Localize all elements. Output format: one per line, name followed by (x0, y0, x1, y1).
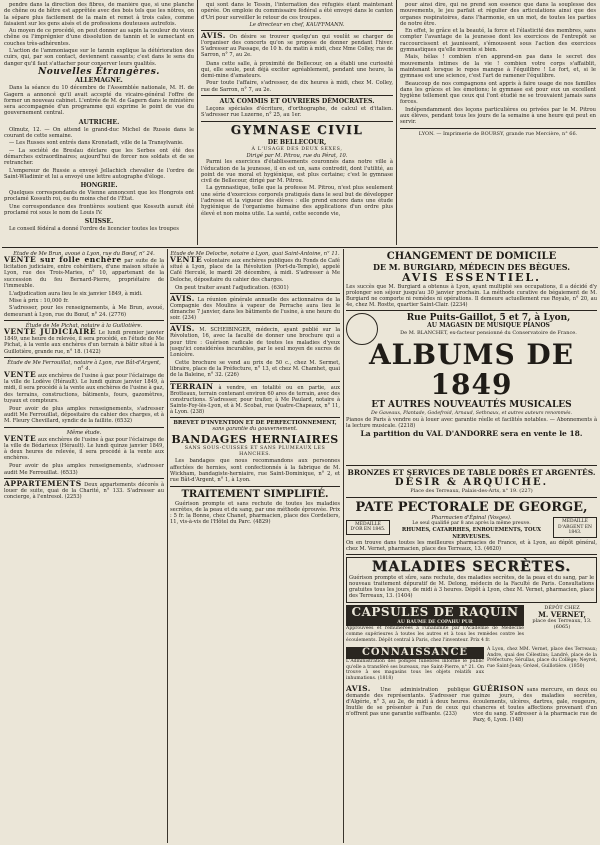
albums-title: ALBUMS DE 1849 (368, 337, 575, 401)
bronzes-title: BRONZES ET SERVICES DE TABLE DORÉS ET ARGENTÉS. (347, 468, 596, 478)
gymnase-audience: À L'USAGE DES DEUX SEXES, (251, 146, 343, 152)
country-heading: SUISSE. (84, 218, 114, 226)
gymnase-title: GYMNASE CIVIL (230, 122, 364, 137)
music-shop-address: Rue Puits-Gaillot, 5 et 7, à Lyon, (406, 313, 571, 324)
ad-heading: AUX COMMIS ET OUVRIERS DÉMOCRATES. (219, 98, 375, 106)
ads-column-2 (170, 251, 340, 841)
column-divider (197, 0, 198, 245)
ad-text: Le lundi premier janvier 1849, une heure de relevée, il sera procédé, en l'étude de Me Pichat, à la vente aux enchères d'un terrain à bâtir situé à la Guillotière, grande rue, n° 18. (4, 330, 164, 355)
article-paragraph: Au moyen de ce procédé, on peut donner au sapin la couleur du vieux chêne ou l'imprégnier d'une dissolution de tannin et le sumectant en couches très-adhérentes. (4, 28, 194, 47)
ad-text: M. SCHEIBINGER, médecin, ayant publié sur la Révolution, 16, avec la faculté de donner une brochure qui a pour titre : Guérison radicale de toutes les maladies d'yeux jusqu'ici considérées incurables, par le seul moyen de sucres de Lonicère. (170, 327, 340, 358)
article-paragraph: Dans la séance du 10 décembre de l'Assemblée nationale, M. H. de Gagern a annoncé qu'il avait accepté du vicaire-général l'offre de former un nouveau cabinet. L'entrée de M. de Gagern dans le ministère sera accompagnée d'un programme qui exprime le point de vue du gouvernement central. (4, 85, 194, 117)
article-paragraph: — La société de Breslau déclare que les Serbes ont été des démarches extraordinaires; aujourd'hui de forcer nos soldats et de se retrancher. (4, 147, 194, 167)
notary-office: Étude de Me Pichat, notaire à la Guillotière. (25, 322, 143, 329)
capsules-title: CAPSULES DE RAQUIN (346, 605, 524, 620)
ad-text: On en trouve dans toutes les meilleures pharmacies de France, et à Lyon, au dépôt général, chez M. Vernet, pharmacien, place des Terreaux, 13. (4620) (346, 539, 597, 552)
article-paragraph: pour ainsi dire, qui ne prend son essence que dans la souplesse des mouvements, le jeu parfait et régulier des articulations ainsi que des organes respiratoires, dans l'harmonie, en un mot, de toutes les parties de notre être. (400, 2, 596, 27)
partition-notice: La partition du VAL D'ANDORRE sera en vente le 18. (360, 429, 583, 439)
ad-keyword: VENTE (4, 433, 37, 443)
ad-text: Deux appartements décorés à louer de suite, quai de la Charité, n° 133. S'adresser au concierge, à l'entresol. (2253) (4, 481, 164, 501)
ad-text: sans mercure, en deux ou quinze jours, des maladies secrètes, écoulements, ulcères, dartres, gale, rougeurs, chancres et toutes affections provenant d'un vice du sang. S'adresser à la pharmacie rue de Pazy, 6, Lyon. (148) (473, 686, 597, 724)
pate-pectorale-title: PATE PECTORALE DE GEORGE, (355, 499, 588, 515)
pate-pectorale-info (390, 515, 553, 540)
bandages-subtitle: SANS SOUS-CUISSES ET SANS PLUMEAUX LES HANCHES. (184, 445, 326, 458)
music-shop-owner: De M. BLANCHET, ex-facteur pensionné du Conservatoire de France. (400, 329, 577, 336)
divider (201, 95, 393, 96)
divider (4, 320, 164, 321)
address-change-title: CHANGEMENT DE DOMICILE (386, 251, 557, 262)
ad-text: La réunion générale annuelle des actionnaires de la Compagnie des Moulins à vapeur de Perrache aura lieu le dimanche 7 janvier, dans les bâtiments de l'usine, à une heure du soir. (234) (170, 296, 340, 322)
pate-claim: Le seul qualifié par 8 ans après la même preuve. (412, 520, 531, 526)
divider (170, 486, 340, 487)
music-shop-name: AU MAGASIN DE MUSIQUE PIANOS (427, 322, 550, 330)
ad-text: Une administration publique demande des représentants. S'adresser rue d'Algérie, n° 3, au 2e, de midi à deux heures. Inutile de se présenter à l'un de ceux qui n'offrent pas une garantie suffisante. (233) (346, 686, 471, 717)
divider (170, 293, 340, 294)
article-paragraph: pendre dans la direction des fibres, de manière que, si une planche de chêne ou de hêtre est apprêtée avec des bois tels que les nôtres, on la sépare plus facilement de la main et remet à trois cales, comme faisaient sur les gens aisés et de professions douteuses autrefois. (4, 2, 194, 27)
doctor-name: DE M. BURGIARD, MÉDECIN DES BÈGUES. (372, 262, 571, 272)
gymnase-director: Dirigé par M. Pitrou, rue du Pérat, 10. (246, 152, 348, 159)
notice-ad (170, 326, 340, 357)
capsules-main (346, 605, 524, 645)
ad-text: aux enchères de l'usine à gaz pour l'éclairage de la ville de Bédarieux (Hérault). Le lundi quinze janvier 1849, à deux heures de relevée, il sera procédé à la vente aux enchères. (4, 436, 164, 462)
legal-notice (4, 433, 164, 462)
capsules-depot (527, 605, 597, 645)
divider (4, 427, 164, 428)
ad-text: Approuvées et rémunérées à l'unanimité par l'Académie de Médecine comme supérieures à toutes les autres et à tous les remèdes contre les écoulements. Dépôt central à Paris, chez l'inventeur. Prix 4 fr. (346, 626, 524, 643)
maladies-secretes-ad (346, 557, 597, 603)
article-paragraph: Dans cette salle, à proximité de Bellecour, on a établi une curiosité qui, elle seule, peut déjà exciter agréablement, pendant une heure, la demi-mine d'amateurs. (201, 60, 393, 80)
notary-office: Même étude. (66, 429, 102, 436)
notice-ad (201, 33, 393, 58)
ad-keyword: AVIS. (170, 293, 195, 303)
rental-notice (4, 478, 164, 501)
article-paragraph: Olmutz, 12. — On attend le grand-duc Michel de Russie dans le courant de cette semaine. (4, 126, 194, 140)
ad-text: Guérison prompte et sûre, sans rechute, des maladies secrètes, de la peau et du sang, par le nouveau traitement dépuratif de M. Delong, médecin de la Faculté de Paris. Consultations gratuites tous les jours, de midi à 3 heures. Dépôt à Lyon, chez M. Vernet, pharmacien, place des Terreaux, 13. (1404) (349, 575, 594, 600)
capsules-raquin-ad (346, 605, 597, 645)
ad-paragraph: S'adresser, pour les renseignements, à Me Brun, avoué, demeurant à Lyon, rue du Bœuf, n° 24. (2776) (4, 305, 164, 318)
silver-medal-badge: MÉDAILLE D'ARGENT EN 1843. (553, 517, 597, 538)
top-column-2 (201, 2, 393, 245)
admin-notice (346, 683, 471, 724)
bottom-ads-row (346, 683, 597, 726)
article-paragraph: Pour toute l'affaire, s'adresser, de dix heures à midi, chez M. Colley, rue de Sarron, n° 7, au 2e. (201, 80, 393, 93)
funeral-ad-row (346, 647, 597, 683)
divider (201, 30, 393, 31)
article-paragraph: L'empereur de Russie a envoyé Jellachich chevalier de l'ordre de Saint-Wladimir et lui a envoyé une lettre autographe d'éloge. (4, 167, 194, 180)
article-paragraph: Leçons spéciales d'écriture, d'orthographe, de calcul et d'italien. S'adresser rue Luzerne, n° 25, au 1er. (201, 106, 393, 119)
article-paragraph: Une correspondance des frontières soutient que Kossuth aurait été proclamé roi sous le nom de Louis IV. (4, 203, 194, 217)
maladies-title: MALADIES SECRÈTES. (371, 559, 572, 576)
ad-text: volontaire aux enchères publiques du Fonds de Café situé à Lyon, place de la Révolution (Port-du-Temple), appelé Café Herculé, le mardi 26 décembre, à midi. S'adresser à Me Deloche, dépositaire du cahier des charges. (170, 258, 340, 283)
ad-paragraph: Pour avoir de plus amples renseignements, s'adresser audit Me Ferrouillat. (6533) (4, 463, 164, 476)
article-paragraph: — Les Russes sont entrés dans Kronstadt, ville de la Transylvanie. (9, 140, 184, 147)
article-paragraph: Le conseil fédéral a donné l'ordre de licencier toutes les troupes (9, 226, 179, 233)
ads-column-1 (4, 251, 164, 841)
notary-office: Étude de Me Deloche, notaire à Lyon, quai Saint-Antoine, n° 11. (170, 251, 340, 257)
ad-keyword: AVIS. (346, 683, 371, 693)
column-divider (343, 249, 344, 843)
legal-notice (4, 257, 164, 288)
editor-signature: Le directeur en chef, KAUFFMANN. (249, 21, 345, 28)
bronzes-address: Place des Terreaux, Palais-des-Arts, n° 19. (227) (410, 488, 533, 495)
ad-keyword: APPARTEMENTS (4, 478, 82, 488)
patent-subheading: sans garantie du gouvernement. (212, 426, 298, 433)
ad-keyword: VENTE sur folle enchère (4, 255, 122, 265)
ad-text: par suite de la licitation judiciaire, entre cohéritiers, d'une maison située à Lyon, rue des Trois-Maries, n° 10, appartenant de la succession du feu Bernard-Pierre, propriétaire de l'immeuble. (4, 258, 164, 289)
land-notice (170, 381, 340, 416)
article-paragraph: Mais, hélas ! combien n'en apprend-on pas dans le secret des mouvements intimes de la vie ! combien votre corps s'affaiblit, maintenant lorsque le repos manque à l'équilibre ! Le fort, et, si le gymnase est une science, c'est l'art de ramener l'équilibre. (400, 54, 596, 80)
notary-office: Étude de Me Brun, avoué à Lyon, rue du Bœuf, n° 24. (13, 251, 155, 257)
top-column-1 (4, 2, 194, 245)
article-paragraph: La gymnastique, telle que la professe M. Pitrou, n'est plus seulement une série d'exercices corporels pratiqués dans le seul but de développer l'adresse et la vigueur des élèves : elle prend encore dans une étude hygiénique de l'organisme humaine des applications d'un ordre plus élevé et non moins utile. La santé, cette seconde vie, (201, 185, 393, 217)
ad-paragraph: On peut traiter avant l'adjudication. (6301) (175, 284, 289, 291)
sale-notice (170, 257, 340, 282)
printer-imprint: LYON. — Imprimerie de BOURSY, grande rue Mercière, n° 66. (418, 130, 578, 137)
divider (4, 357, 164, 358)
music-shop-ad (346, 313, 597, 463)
connaissance-title: CONNAISSANCE (346, 647, 484, 659)
ad-text: aux enchères de l'usine à gaz pour l'éclairage de la ville de Lodève (Hérault). Le lundi quinze janvier 1849, à midi, il sera procédé à la vente aux enchères de l'usine à gaz, des terrains, constructions, bâtiments, fours, gazomètres, tuyaux et compteurs. (4, 373, 164, 404)
article-paragraph: L'action de l'ammoniaque sur le tannin explique la détérioration des cuirs, qui, par son contact, deviennent cassants; c'est dans le sens du danger qu'il faut s'attacher pour conserver leurs qualités. (4, 48, 194, 67)
column-divider (167, 249, 168, 843)
ad-keyword: VENTE JUDICIAIRE (4, 327, 97, 337)
ad-paragraph: L'adjudication aura lieu le six janvier 1849, à midi. (9, 290, 143, 297)
ad-text: Pianos de Paris à vendre ou à louer avec garantie réelle et facilités notables. — Abonnements à la lecture musicale. (2218) (346, 417, 597, 430)
ad-keyword: AVIS. (201, 31, 226, 41)
country-heading: AUTRICHE. (78, 118, 120, 126)
article-paragraph: Quelques correspondants de Vienne annoncent que les Hongrois ont proclamé Kossuth roi, ou du moins chef de l'État. (4, 190, 194, 203)
pate-indications: RHUMES, CATARRHES, ENROUEMENTS, TOUX NERVEUSES. (401, 527, 542, 540)
top-column-3 (400, 2, 596, 245)
divider (170, 417, 340, 418)
capsules-subtitle: AU BAUME DE COPAHU PUR (346, 620, 524, 626)
treatment-title: TRAITEMENT SIMPLIFIÉ. (181, 488, 329, 500)
bronzes-firm: DÉSIR & ARQUICHE. (394, 477, 549, 489)
ad-keyword: TERRAIN (170, 381, 214, 391)
ad-text: L'Administration des pompes funèbres informe le public qu'elle a transféré ses bureaux, rue Saint-Pierre, n° 21. On trouve à ses magasins tous les objets relatifs aux inhumations. (1818) (346, 659, 484, 681)
article-paragraph: Parmi les exercices d'établissements couronnés dans notre ville à l'éducation de la jeunesse, il en est un, sans contredit, dont l'utilité, au point de vue moral et hygiénique, est plus certaine; c'est le gymnase civil de Bellecour, dirigé par M. Pitrou. (201, 159, 393, 185)
depot-address: place des Terreaux, 13. (6065) (532, 618, 592, 631)
notary-office: Étude de Me Ferrouillat, notaire à Lyon, rue Bât-d'Argent, n° 4. (7, 359, 161, 372)
bandages-title: BANDAGES HERNIAIRES (171, 432, 339, 446)
guerison-notice (473, 683, 597, 724)
divider (346, 497, 597, 498)
ad-text: Les succès que M. Burgiard a obtenus à Lyon, ayant multiplié ses occupations, il a décidé d'y prolonger son séjour jusqu'au 30 janvier prochain. La méthode curative de bégaiement de M. Burgiard ne comporte ni remèdes ni opérations. Il demeure actuellement rue Royale, n° 20, au 4e, chez M. Rostte, quartier Saint-Clair. (2234) (346, 284, 597, 309)
ad-keyword: GUÉRISON (473, 683, 525, 693)
patent-heading: BREVET D'INVENTION ET DE PERFECTIONNEMENT, (173, 420, 337, 427)
gold-medal-badge: MÉDAILLE D'OR EN 1845. (346, 520, 390, 535)
article-paragraph: qui sont dans le Tessin, l'internation des réfugiés étant maintenant opérée. On emploie du commissaire fédéral a été envoyé dans le canton d'Uri pour surveiller le retour de ces troupes. (201, 2, 393, 21)
ad-paragraph: Cette brochure se vend au prix de 50 c., chez M. Sermet, libraire, place de la Préfecture, n° 13, et chez M. Chamhet, quai de la Baleine, n° 32. (226) (170, 359, 340, 379)
ads-right-area (346, 251, 597, 841)
divider (170, 323, 340, 324)
essential-notice-title: AVIS ESSENTIEL. (402, 271, 541, 284)
ad-paragraph: Pour avoir de plus amples renseignements, s'adresser audit Me Ferrouillat, dépositaire du cahier des charges, et à M. Fleury Chevillard, syndic de la faillite. (6532) (4, 405, 164, 425)
column-divider (396, 0, 397, 245)
article-paragraph: En effet, le grâce et la beauté, la force et l'élasticité des membres, sans compter l'avantage de la jeunesse dont les exercices de l'entrepôt se raccourcissent et jaunissent, s'émoussent sous l'action des exercices gymnastiques qu'elle invente si bien. (400, 28, 596, 54)
gymnase-subtitle: DE BELLECOUR, (267, 138, 327, 146)
ad-paragraph: Guérison prompte et sans rechute de toutes les maladies secrètes, de la peau et du sang, par une méthode éprouvée. Prix : 5 fr. la Bonne, chez Chanet, pharmacien, place des Cordeliers, 11, vis-à-vis de l'Hôtel du Parc. (4829) (170, 500, 340, 526)
ad-paragraph: Mise à prix : 10,000 fr. (9, 298, 69, 305)
funeral-ad (346, 647, 484, 683)
albums-composers: De Gaveaux, Plantade, Godefroid, Arnaud, Sethnaux, et autres auteurs renommés. (370, 410, 573, 416)
ad-keyword: AVIS. (170, 324, 195, 334)
article-paragraph: Beaucoup de nos compagnons ont appris à faire usage de nos familles dans les grâces et les émotions; le gymnase est pour eux un excellent hygiène tellement que ceux qui l'ont étudié ne se trouvaient jamais sans forces. (400, 80, 596, 106)
ad-text: On désire se trouver quelqu'un qui voulût se charger de l'organiser des concerts qu'on se propose de donner pendant l'hiver. S'adresser au Passage, de 10 h. du matin à midi, chez Mme Colley, rue de Sarron, n° 7, au 2e. (201, 34, 393, 59)
ad-ref: (1422) (83, 348, 101, 355)
divider (201, 121, 393, 122)
country-heading: ALLEMAGNE. (75, 77, 123, 85)
divider (346, 465, 597, 466)
divider (346, 310, 597, 311)
section-divider (2, 247, 598, 248)
ad-text: à vendre, en totalité ou en partie, aux Brotteaux, terrain contenant environ 60 ares de terrain, avec des constructions. S'adresser, pour traiter, à Me Paulard, notaire à Sainte-Foy-lès-Lyon, et à M. Scobat, rue Quatre-Chapeaux, n° 11, à Lyon. (238) (170, 384, 340, 416)
pharmacist-line: Pharmacien d'Épinal (Vosges). (431, 514, 512, 521)
article-paragraph: Indépendamment des leçons particulières ou privées par le M. Pitrou aux élèves, pendant tous les jours de la semaine à une heure qui peut en servir. (400, 106, 596, 126)
notice-ad (170, 293, 340, 322)
divider (346, 554, 597, 555)
ad-paragraph: Les bandages que nous recommandons aux personnes affectées de hernies, sont confectionnés à la fabrique de M. Wickham, bandagiste-herniaire, rue Saint-Dominique, n° 2, et rue Bât-d'Argent, n° 1, à Lyon. (170, 458, 340, 484)
depot-label: DÉPÔT CHEZ (544, 605, 580, 612)
ad-text: A Lyon, chez MM. Vernet, place des Terreaux; Andre, quai des Célestins; Landré, place de la Préfecture; Sérullas, place du Collège; Neyret, rue Saint-Jean; Grézel, Guillotière. (1850) (487, 647, 597, 669)
ad-keyword: VENTE (170, 255, 203, 265)
legal-notice (4, 329, 164, 354)
pate-pectorale-body (346, 515, 597, 540)
country-heading: HONGRIE. (80, 182, 118, 190)
ad-keyword: VENTE (4, 370, 37, 380)
albums-subtitle: ET AUTRES NOUVEAUTÉS MUSICALES (371, 399, 572, 410)
section-heading: Nouvelles Étrangères. (38, 66, 160, 77)
divider (400, 128, 596, 129)
legal-notice (4, 372, 164, 403)
depot-name: M. VERNET, (538, 609, 586, 619)
